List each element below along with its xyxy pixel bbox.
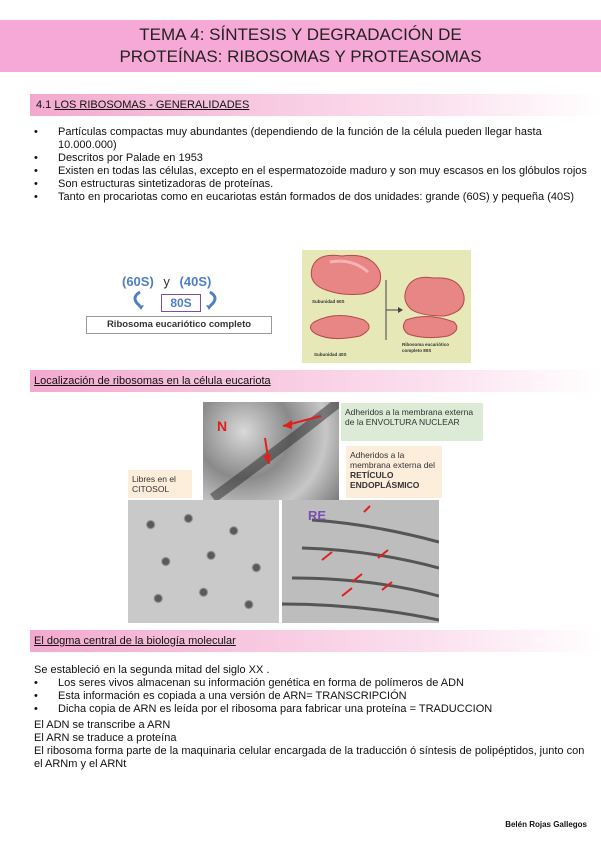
list-item: • Esta información es copiada a una versión de ARN= TRANSCRIPCIÓN <box>34 690 594 703</box>
micrograph-endoplasmic-reticulum <box>282 500 439 623</box>
section-heading-dogma <box>30 630 601 652</box>
list-item: • Los seres vivos almacenan su información genética en forma de polímeros de ADN <box>34 677 594 690</box>
list-item: • Partículas compactas muy abundantes (dependiendo de la función de la célula pueden llegar hasta 10.000.000) <box>34 126 594 152</box>
title-line-1: TEMA 4: SÍNTESIS Y DEGRADACIÓN DE <box>139 25 462 44</box>
ribosome-80s-box: 80S <box>161 294 201 312</box>
label-large-subunit: Subunidad 60S <box>312 299 345 304</box>
label-complete-ribosome: Ribosoma eucariótico completo 80S <box>402 342 450 353</box>
ribosome-facts-list <box>34 126 594 204</box>
dogma-intro: Se estableció en la segunda mitad del siglo XX . <box>34 664 270 676</box>
dogma-lines <box>34 719 594 771</box>
section-heading-localizacion <box>30 370 601 392</box>
envoltura-text: Adheridos a la membrana externa de la ENVOLTURA NUCLEAR <box>345 407 474 427</box>
ribosome-composition-diagram <box>86 272 272 336</box>
and-label: y <box>163 274 170 289</box>
section-title: LOS RIBOSOMAS - GENERALIDADES <box>54 99 250 111</box>
large-subunit-label: (60S) <box>122 274 154 289</box>
page-title <box>0 24 601 68</box>
envelope-arrows-icon <box>203 402 339 500</box>
label-small-subunit: Subunidad 40S <box>314 352 347 357</box>
envoltura-nuclear-box <box>341 403 483 441</box>
section-title: Localización de ribosomas en la célula eucariota <box>34 375 271 387</box>
list-item: • Existen en todas las células, excepto en el espermatozoide maduro y son muy escasos en los glóbulos rojos <box>34 165 594 178</box>
section-heading-ribosomas <box>30 94 601 116</box>
reticulo-bold-text: RETÍCULO ENDOPLÁSMICO <box>350 470 420 490</box>
re-label: RE <box>308 508 327 523</box>
ribosome-subunit-figure <box>302 250 471 363</box>
er-membranes-illustration <box>282 500 439 623</box>
title-line-2: PROTEÍNAS: RIBOSOMAS Y PROTEASOMAS <box>119 47 482 66</box>
citosol-box <box>128 470 192 498</box>
nucleus-label: N <box>217 418 228 434</box>
dogma-line: El ADN se transcribe a ARN <box>34 719 171 731</box>
list-item: • Descritos por Palade en 1953 <box>34 152 594 165</box>
ribosome-caption: Ribosoma eucariótico completo <box>86 316 272 334</box>
micrograph-nuclear-envelope <box>203 402 339 500</box>
micrograph-cytosol <box>128 500 279 623</box>
dogma-text <box>34 664 594 677</box>
small-subunit-label: (40S) <box>179 274 212 289</box>
list-item: • Son estructuras sintetizadoras de proteínas. <box>34 178 594 191</box>
dogma-line: El ARN se traduce a proteína <box>34 732 177 744</box>
citosol-text: Libres en el CITOSOL <box>132 474 176 494</box>
list-item: • Tanto en procariotas como en eucariotas están formados de dos unidades: grande (60S) y pequeña (40S) <box>34 191 594 204</box>
reticulo-box <box>346 446 442 498</box>
reticulo-text: Adheridos a la membrana externa del <box>350 450 436 470</box>
section-title: El dogma central de la biología molecular <box>34 635 236 647</box>
dogma-line: El ribosoma forma parte de la maquinaria celular encargada de la traducción ó síntesis de polipéptidos, junto con el ARNm y el ARNt <box>34 745 585 770</box>
author-footer: Belén Rojas Gallegos <box>505 820 587 829</box>
dogma-list <box>34 677 594 716</box>
list-item: • Dicha copia de ARN es leída por el ribosoma para fabricar una proteína = TRADUCCION <box>34 703 594 716</box>
section-number: 4.1 <box>36 99 55 111</box>
